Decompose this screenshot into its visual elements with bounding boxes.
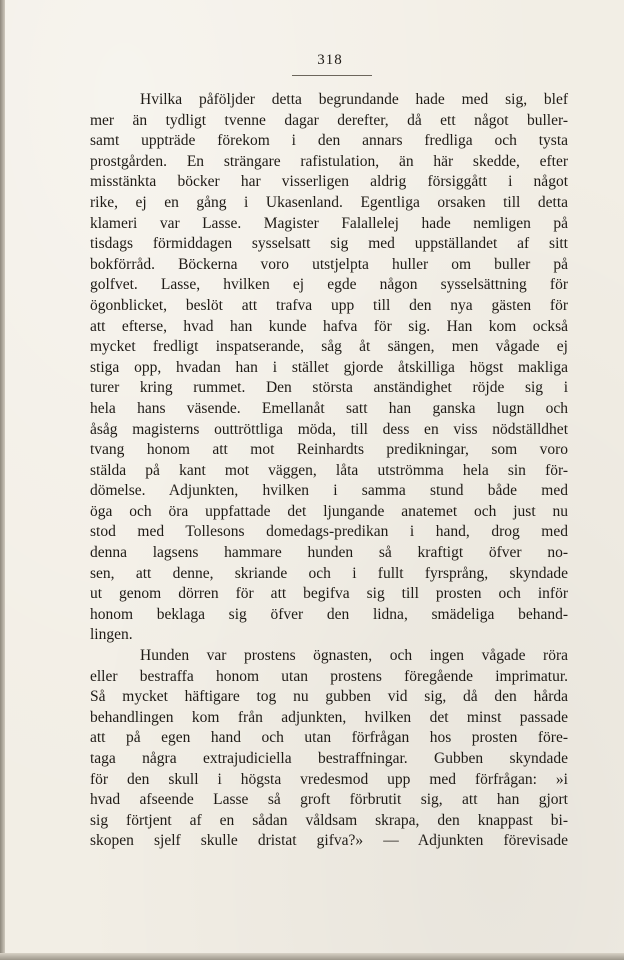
text-line: mer än tydligt tvenne dagar derefter, då ett något buller- (90, 111, 568, 129)
text-line: hvad afseende Lasse så groft förbrutit sig, att han gjort (90, 791, 568, 809)
text-line: bokförråd. Böckerna voro utstjelpta huller om buller på (90, 255, 568, 273)
text-line: denna lagsens hammare hunden så kraftigt öfver no- (90, 544, 568, 562)
text-line: Hunden var prostens ögnasten, och ingen vågade röra (140, 647, 568, 665)
text-line: att på egen hand och utan förfrågan hos prosten före- (90, 729, 568, 747)
header-rule (292, 75, 372, 76)
text-line: ögonblicket, beslöt att trafva upp till den nya gästen för (90, 296, 568, 314)
text-line: ut genom dörren för att begifva sig till prosten och inför (90, 585, 568, 603)
text-line: skopen sjelf skulle dristat gifva?» — Adjunkten förevisade (90, 832, 568, 850)
text-line: sen, att denne, skriande och i fullt fyrsprång, skyndade (90, 564, 568, 582)
body-text (90, 90, 568, 852)
text-line: stälda på kant mot väggen, låta utströmma hela sin för- (90, 461, 568, 479)
text-line: rike, ej en gång i Ukasenland. Egentliga orsaken till detta (90, 193, 568, 211)
text-line: lingen. (90, 626, 133, 644)
text-line: stod med Tollesons domedags-predikan i hand, drog med (90, 523, 568, 541)
text-line: taga några extrajudiciella bestraffningar. Gubben skyndade (90, 750, 568, 767)
page-left-edge (0, 0, 5, 960)
text-line: att efterse, hvad han kunde hafva för sig. Han kom också (90, 317, 568, 335)
page-number: 318 (317, 52, 343, 68)
text-line: Hvilka påföljder detta begrundande hade med sig, blef (140, 91, 568, 108)
text-line: dömelse. Adjunkten, hvilken i samma stund både med (90, 482, 568, 500)
text-line: hela hans väsende. Emellanåt satt han ganska lugn och (90, 399, 568, 417)
text-line: golfvet. Lasse, hvilken ej egde någon sysselsättning för (90, 276, 568, 294)
text-line: för den skull i högsta vredesmod upp med förfrågan: »i (90, 770, 568, 788)
text-line: eller bestraffa honom utan prostens föregående imprimatur. (90, 667, 568, 685)
text-line: öga och öra uppfattade det ljungande anatemet och just nu (90, 502, 568, 520)
page-bottom-edge (0, 953, 624, 960)
text-line: stiga opp, hvadan han i stället gjorde åtskilliga högst makliga (90, 358, 568, 376)
text-line: turer kring rummet. Den största anständighet röjde sig i (90, 379, 568, 397)
text-line: åsåg magisterns outtröttliga möda, till dess en viss nödställdhet (90, 420, 568, 438)
text-line: samt uppträde förekom i den annars fredliga och tysta (90, 132, 568, 150)
text-line: honom beklaga sig öfver den lidna, smädeliga behand- (90, 605, 568, 623)
text-line: sig förtjent af en sådan våldsam skrapa, den knappast bi- (90, 811, 568, 829)
text-line: mycket fredligt inspatserande, såg åt sängen, men vågade ej (90, 338, 568, 356)
text-line: tvang honom att mot Reinhardts predikningar, som voro (90, 441, 568, 459)
text-line: Så mycket häftigare tog nu gubben vid sig, då den hårda (90, 688, 568, 706)
text-line: prostgården. En strängare rafistulation, än här skedde, efter (90, 152, 568, 170)
text-line: behandlingen kom från adjunkten, hvilken det minst passade (90, 708, 568, 726)
text-line: klameri var Lasse. Magister Falallelej hade nemligen på (90, 214, 568, 232)
text-line: misstänkta böcker har visserligen aldrig försiggått i något (90, 173, 568, 191)
text-line: tisdags förmiddagen sysselsatt sig med uppställandet af sitt (90, 235, 568, 253)
